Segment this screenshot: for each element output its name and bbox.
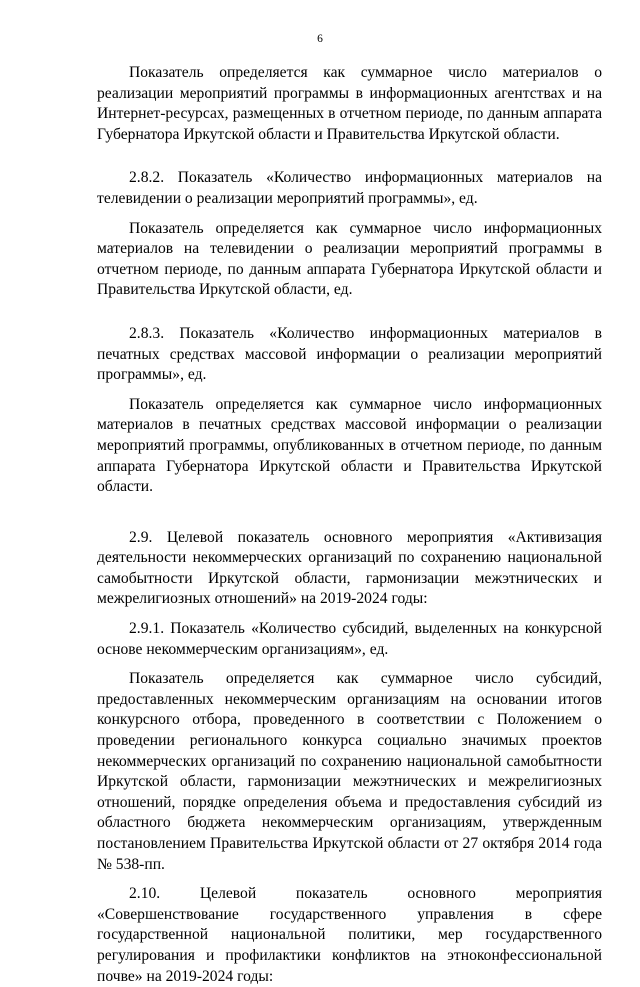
page-number: 6 (317, 33, 323, 45)
heading-2-9-1: 2.9.1. Показатель «Количество субсидий, выделенных на конкурсной основе некоммерческим организациям», ед. (97, 620, 602, 658)
heading-2-10: 2.10. Целевой показатель основного мероприятия «Совершенствование государственного управления в сфере государственной национальной политики, мер государственного регулирования и профилактики конфликтов на этноконфессиональной почве» на 2019-2024 годы: (97, 885, 602, 985)
paragraph-indicator-television: Показатель определяется как суммарное число информационных материалов на телевидении о реализации мероприятий программы в отчетном периоде, по данным аппарата Губернатора Иркутской области и Правительства Иркутской области, ед. (97, 219, 602, 299)
heading-2-8-2: 2.8.2. Показатель «Количество информационных материалов на телевидении о реализации мероприятий программы», ед. (97, 169, 602, 207)
heading-2-8-3: 2.8.3. Показатель «Количество информационных материалов в печатных средствах массовой информации о реализации мероприятий программы», ед. (97, 324, 602, 384)
paragraph-indicator-print-media: Показатель определяется как суммарное число информационных материалов в печатных средствах массовой информации о реализации мероприятий программы, опубликованных в отчетном периоде, по данным аппарата Губернатора Иркутской области и Правительства Иркутской области. (97, 395, 602, 496)
heading-2-9: 2.9. Целевой показатель основного мероприятия «Активизация деятельности некоммерческих организаций по сохранению национальной самобытности Иркутской области, гармонизации межэтнических и межрелигиозных отношений» на 2019-2024 годы: (97, 528, 602, 608)
paragraph-indicator-info-agencies: Показатель определяется как суммарное число материалов о реализации мероприятий программы в информационных агентствах и на Интернет-ресурсах, размещенных в отчетном периоде, по данным аппарата Губернатора Иркутской области и Правительства Иркутской области. (97, 64, 602, 143)
paragraph-indicator-subsidies: Показатель определяется как суммарное число субсидий, предоставленных некоммерческим организациям на основании итогов конкурсного отбора, проведенного в соответствии с Положением о проведении регионального конкурса социально значимых проектов некоммерческих организаций по сохранению национальной самобытности Иркутской области, гармонизации межэтнических и межрелигиозных отношений, порядке определения объема и предоставления субсидий из областного бюджета некоммерческим организациям, утвержденным постановлением Правительства Иркутской области от 27 октября 2014 года № 538-пп. (97, 670, 602, 873)
document-body (97, 63, 602, 987)
